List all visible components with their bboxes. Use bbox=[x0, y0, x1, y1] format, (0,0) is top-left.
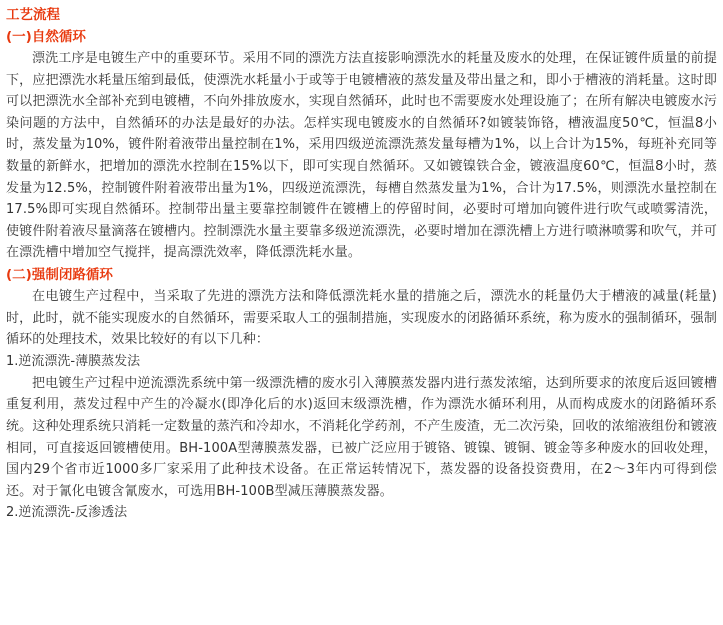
method-label-film-evaporation: 1.逆流漂洗-薄膜蒸发法 bbox=[6, 353, 141, 369]
section-heading-natural-circulation: (一)自然循环 bbox=[6, 29, 86, 45]
page-title: 工艺流程 bbox=[6, 7, 60, 23]
section-body-natural-circulation: 漂洗工序是电镀生产中的重要环节。采用不同的漂洗方法直接影响漂洗水的耗量及废水的处理，在保证镀件质量的前提下，应把漂洗水耗量压缩到最低，使漂洗水耗量小于或等于电镀槽液的蒸发量及带出量之和，即小于槽液的消耗量。这时即可以把漂洗水全部补充到电镀槽，不向外排放废水，实现自然循环，此时也不需要废水处理设施了；在所有解决电镀废水污染问题的方法中，自然循环的办法是最好的办法。怎样实现电镀废水的自然循环?如镀装饰铬，槽液温度50℃，恒温8小时，蒸发量为10%，镀件附着液带出量控制在1%，采用四级逆流漂洗蒸发量每槽为1%，以上合计为15%，每班补充同等数量的新鲜水，把增加的漂洗水控制在15%以下，即可实现自然循环。又如镀镍铁合金，镀液温度60℃，恒温8小时，蒸发量为12.5%，控制镀件附着液带出量为1%，四级逆流漂洗，每槽自然蒸发量为1%，合计为17.5%，则漂洗水量控制在17.5%即可实现自然循环。控制带出量主要靠控制镀件在镀槽上的停留时间，必要时可增加向镀件进行吹气或喷雾清洗，使镀件附着液尽量滴落在镀槽内。控制漂洗水量主要靠多级逆流漂洗，必要时增加在漂洗槽上方进行喷淋喷雾和吹气，并可在漂洗槽中增加空气搅拌，提高漂洗效率，降低漂洗耗水量。 bbox=[6, 51, 717, 261]
method-body-film-evaporation: 把电镀生产过程中逆流漂洗系统中第一级漂洗槽的废水引入薄膜蒸发器内进行蒸发浓缩，达到所要求的浓度后返回镀槽重复利用，蒸发过程中产生的冷凝水(即净化后的水)返回末级漂洗槽，作为漂洗水循环利用，从而构成废水的闭路循环系统。这种处理系统只消耗一定数量的蒸汽和冷却水，不消耗化学药剂，不产生废渣，无二次污染，回收的浓缩液组份和镀液相同，可直接返回镀槽使用。BH-100A型薄膜蒸发器，已被广泛应用于镀铬、镀镍、镀铜、镀金等多种废水的回收处理，国内29个省市近1000多厂家采用了此种技术设备。在正常运转情况下，蒸发器的设备投资费用，在2～3年内可得到偿还。对于氰化电镀含氰废水，可选用BH-100B型减压薄膜蒸发器。 bbox=[6, 375, 717, 499]
section-heading-forced-closed-loop: (二)强制闭路循环 bbox=[6, 266, 113, 283]
section-body-forced-closed-loop: 在电镀生产过程中，当采取了先进的漂洗方法和降低漂洗耗水量的措施之后，漂洗水的耗量仍大于槽液的减量(耗量)时，此时，就不能实现废水的自然循环，需要采取人工的强制措施，实现废水的闭路循环系统，称为废水的强制循环，强制循环的处理技术，效果比较好的有以下几种： bbox=[6, 288, 717, 348]
method-label-reverse-osmosis: 2.逆流漂洗-反渗透法 bbox=[6, 505, 128, 521]
